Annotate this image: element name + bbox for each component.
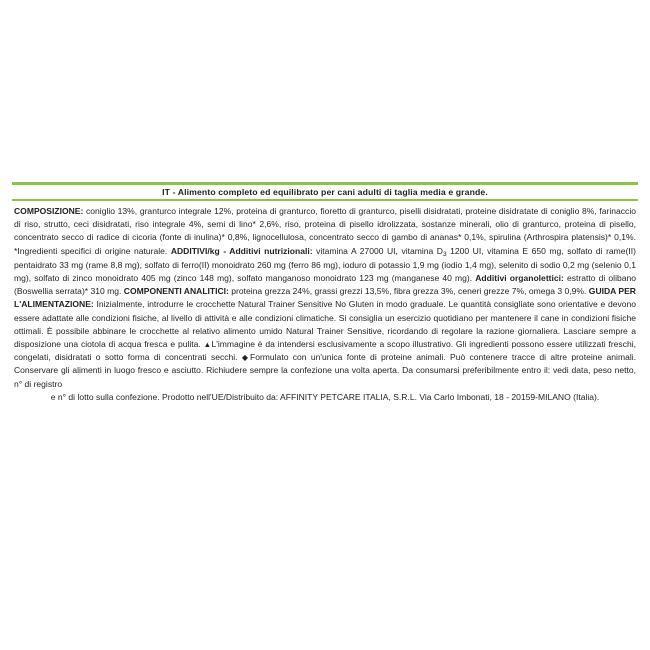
header-band — [12, 185, 638, 199]
header-title: IT - Alimento completo ed equilibrato per cani adulti di taglia media e grande. — [162, 186, 488, 197]
composition-paragraph: COMPOSIZIONE: coniglio 13%, granturco integrale 12%, proteina di granturco, fioretto di granturco, piselli disidratati, proteine disidratate di coniglio 8%, farinaccio di riso, strutto, ceci disidratati, riso integrale 4%, semi di lino* 2,6%, riso, proteina di pisello idrolizzata, sostanze minerali, olio di granturco, proteina di pisello, concentrato secco di radice di cicoria (fonte di inulina)* 0,8%, lignocellulosa, concentrato secco di gambo di ananas* 0,1%, spirulina (Arthrospira platensis)* 0,1%. *Ingredienti specifici di origine naturale. ADDITIVI/kg - Additivi nutrizionali: vitamina A 27000 UI, vitamina $D_3$ 1200 UI, vitamina E 650 mg, solfato di rame(II) pentaidrato 33 mg (rame 8,8 mg), solfato di ferro(II) monoidrato 260 mg (ferro 86 mg), ioduro di potassio 1,9 mg (iodio 1,4 mg), selenito di sodio 0,2 mg (selenio 0,1 mg), solfato di zinco monoidrato 405 mg (zinco 148 mg), solfato manganoso monoidrato 123 mg (manganese 40 mg). Additivi organolettici: estratto di olibano (Boswellia serrata)* 310 mg. COMPONENTI ANALITICI: proteina grezza 24%, grassi grezzi 13,5%, fibra grezza 3%, ceneri grezze 7%, omega 3 0,9%. GUIDA PER L'ALIMENTAZIONE: Inizialmente, introdurre le crocchette Natural Trainer Sensitive No Gluten in modo graduale. Le quantità consigliate sono orientative e devono essere adattate alle condizioni fisiche, al livello di attività e alle condizioni climatiche. Si consiglia un esercizio quotidiano per mantenere il cane in condizioni fisiche ottimali. È possibile abbinare le crocchette al relativo alimento umido Natural Trainer Sensitive, ricordando di regolare la razione giornaliera. Lasciare sempre a disposizione una ciotola di acqua fresca e pulita. ▲L'immagine è da intendersi esclusivamente a scopo illustrativo. Gli ingredienti possono essere utilizzati freschi, congelati, disidratati o sotto forma di concentrati secchi. ◆Formulato con un'unica fonte di proteine animali. Può contenere tracce di altre proteine animali. Conservare gli alimenti in luogo fresco e asciutto. Richiudere sempre la confezione una volta aperta. Da consumarsi preferibilmente entro il: vedi data, peso netto, n° di registro e n° di lotto sulla confezione. Prodotto nell'UE/Distribuito da: AFFINITY PETCARE ITALIA, S.R.L. Via Carlo Imbonati, 18 - 20159-MILANO (Italia). — [14, 206, 636, 402]
header-rule-bottom — [12, 199, 638, 202]
